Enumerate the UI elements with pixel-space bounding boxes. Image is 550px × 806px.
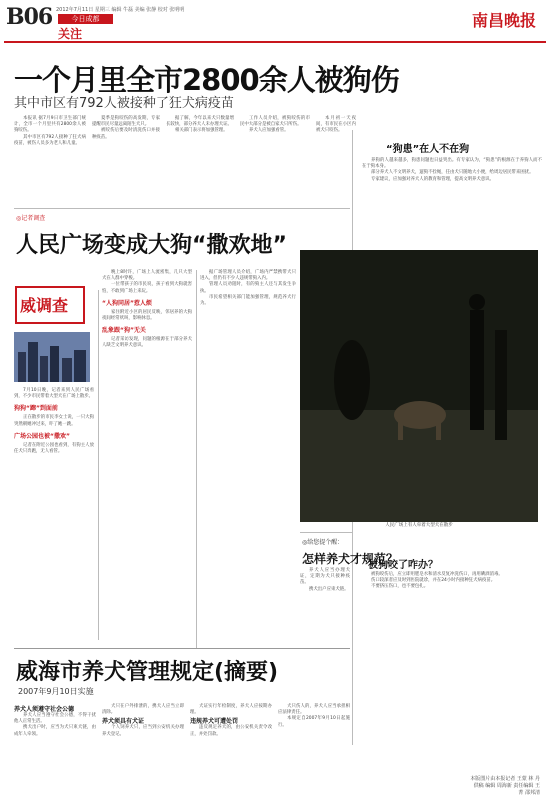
bottom-column-4: 犬只伤人的，养犬人应当承担相应法律责任。 本规定自2007年9月10日起施行。 xyxy=(278,704,350,728)
page-number: B06 xyxy=(6,4,53,30)
bottom-date: 2007年9月10日实施 xyxy=(18,687,94,696)
feature-divider-2 xyxy=(196,270,197,648)
lead-column-5: 本月初一天夜间，有市民在小区内被犬只咬伤。 xyxy=(316,116,356,134)
newspaper-logo: 南昌晚报 xyxy=(471,11,536,30)
date-line: 2012年7月11日 星期三 编辑 牛磊 美编 张静 校对 张明明 xyxy=(56,7,185,13)
sidebar-title-3: 被狗咬了咋办？ xyxy=(368,560,438,571)
bottom-column-3: 犬证实行年检制度，养犬人应按期办理。 违规养犬可遭处罚 违反规定养犬的，由公安机关责令改正，并处罚款。 xyxy=(190,704,272,737)
dog-walking-photo xyxy=(300,250,538,522)
masthead-rule xyxy=(4,41,546,43)
lead-column-4: 工作人员介绍，被狗咬伤的市民中大部分是被自家犬只所伤。 养犬人应加强看管。 xyxy=(240,116,310,134)
qa-title: 怎样养犬才规范？ xyxy=(302,552,399,566)
city-illustration xyxy=(14,332,90,382)
lead-column-2: 夏季是狗咬伤的高发期，专家提醒市民尽量远离陌生犬只。 被咬伤后要及时清洗伤口并接种疫苗。 xyxy=(92,116,160,140)
feature-kicker: ◎记者调查 xyxy=(16,215,46,222)
feature-column-2: 晚上8时许，广场上人流密集，几只大型犬在人群中穿梭。 一位带孩子的市民说，孩子看到大狗就害怕，不敢到广场上来玩。 “人狗同居”惹人烦 家住附近小区的居民反映，邻居养的大狗夜间经常吠叫，影响休息。 乱象跟“狗”无关 记者采访发现，问题的根源在于部分养犬人缺乏文明养犬意识。 xyxy=(102,270,192,349)
lead-column-1: 本报讯 据7月9日市卫生部门统计，全市一个月里共有2800余人被狗咬伤。 其中市区有792人接种了狂犬病疫苗，被伤人员多为老人和儿童。 xyxy=(14,116,86,146)
lead-subhead: 其中市区有792人被接种了狂犬病疫苗 xyxy=(14,96,234,111)
qa-kicker: ◎给您提个醒： xyxy=(302,539,344,546)
feature-rule xyxy=(14,208,350,209)
bottom-column-1: 养犬人须遵守社会公德 养犬人应当遵守社会公德，不得干扰他人正常生活。 携犬出户时，应当为犬只束犬链，由成年人牵领。 xyxy=(14,706,96,737)
feature-headline: 人民广场变成大狗“撒欢地” xyxy=(16,233,287,258)
feature-column-3: 据广场管理人员介绍，广场内严禁携带犬只进入，但仍有不少人违规带狗入内。 管理人员劝阻时，有的狗主人还与其发生争执。 市民希望相关部门能加强管理，规范养犬行为。 xyxy=(200,270,296,307)
seal-text: 威调查 xyxy=(20,296,69,315)
section-title: 关注 xyxy=(58,27,83,41)
sidebar-title-1: “狗患”在人不在狗 xyxy=(386,144,470,155)
qa-column-1: 养犬人应当办理犬证，定期为犬只接种疫苗。 携犬出户应束犬链。 xyxy=(300,568,350,592)
feature-column-1: 7月10日晚，记者来到人民广场看到，不少市民带着大型犬在广场上散步。 狗狗“蹿”到面前 正在散步的市民李女士说，一只大狗突然朝她冲过来，吓了她一跳。 广场公园也被“撒欢” 记者在附近公园也看到，有狗主人放任犬只奔跑，无人看管。 xyxy=(14,388,94,455)
bottom-headline: 威海市养犬管理规定(摘要) xyxy=(16,660,279,685)
photo-caption: 人民广场上有人牵着大型犬在散步 xyxy=(385,523,453,528)
lead-headline: 一个月里全市2800余人被狗伤 xyxy=(14,63,399,97)
section-tag: 今日成都 xyxy=(58,14,113,24)
sidebar-column-1: 养狗的人越来越多，狗患问题也日益突出。有专家认为，“狗患”的根源在于养狗人而不在于狗本身。 部分养犬人不文明养犬，遛狗不拴绳，任由犬只随地大小便，给周边居民带来困扰。 专家建议，应加强对养犬人的教育和管理，提高文明养犬意识。 xyxy=(362,158,542,182)
bottom-rule xyxy=(14,648,350,649)
feature-divider-1 xyxy=(98,290,99,640)
lead-column-3: 据了解，今年以来犬只数量增长较快，部分养犬人未办理犬证。 相关部门表示将加强管理。 xyxy=(166,116,234,134)
masthead xyxy=(0,0,550,40)
qa-rule xyxy=(300,532,352,533)
editor-credit: 本版图片由本报记者 王蒙 林 丹 供稿 编辑 周海新 责任编辑 王菁 邵邦清 xyxy=(470,776,540,796)
investigation-seal xyxy=(14,285,86,325)
city-skyline-icon xyxy=(14,332,90,382)
sidebar-column-3: 被狗咬伤后，应立即用肥皂水和清水反复冲洗伤口，再用碘酒消毒。 伤口较深者应及时到医院就诊，并在24小时内接种狂犬病疫苗。 不要挤压伤口，也不要包扎。 xyxy=(371,572,503,590)
bottom-column-2: 犬只在户外排泄的，携犬人应当立即清除。 养犬须具有犬证 个人饲养犬只，应当到公安机关办理养犬登记。 xyxy=(102,704,184,737)
feature-photo xyxy=(300,250,538,522)
